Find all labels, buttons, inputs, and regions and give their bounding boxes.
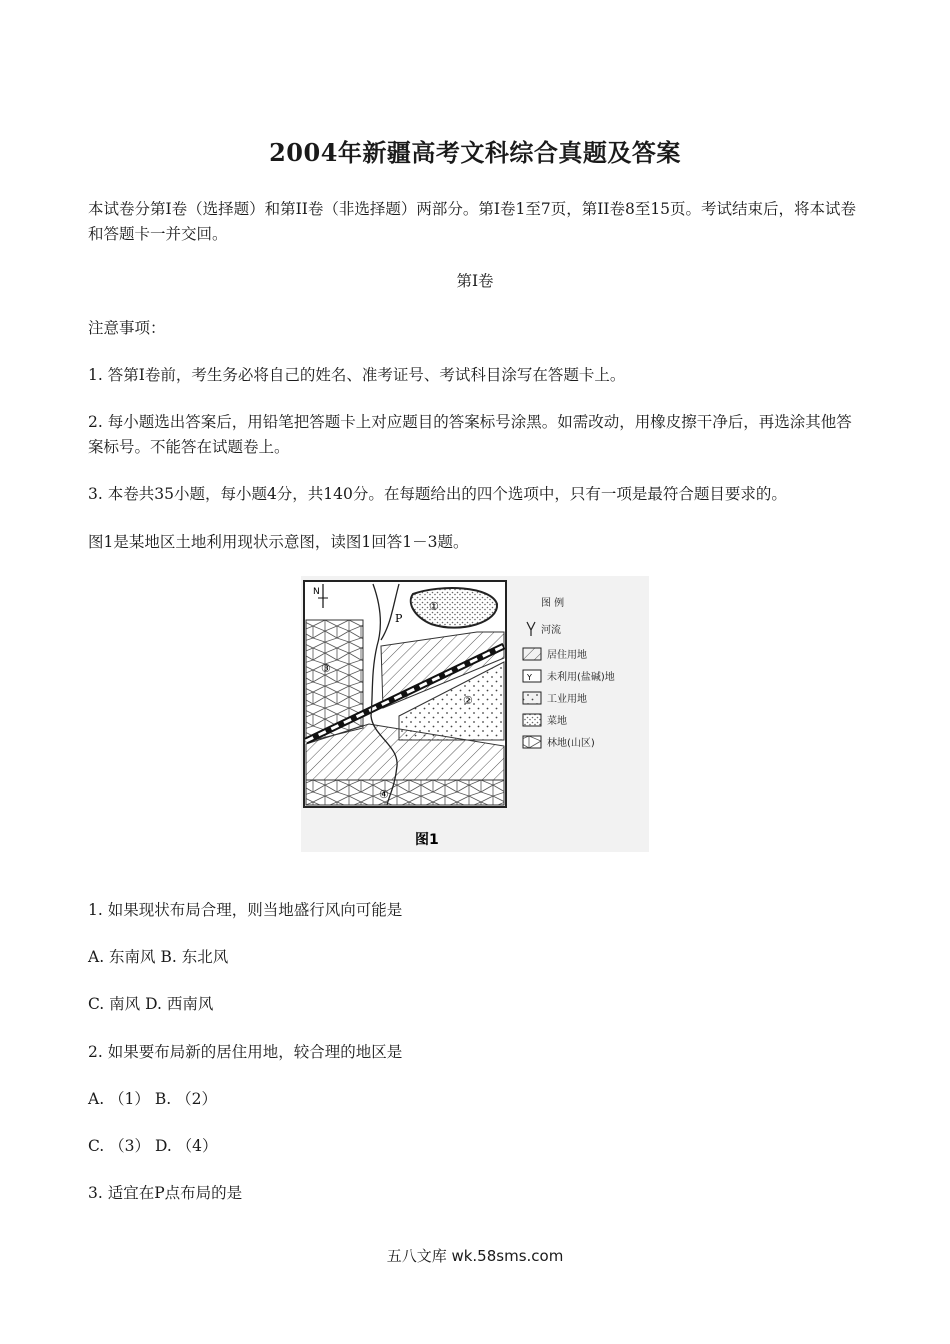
north-label: N (313, 587, 320, 597)
question-option: A. 东南风 B. 东北风 (88, 948, 229, 966)
page-title: 2004年新疆高考文科综合真题及答案 (269, 138, 681, 167)
forest-zone-4 (306, 780, 504, 805)
land-use-map (301, 576, 649, 852)
zone-label-2: ② (463, 694, 473, 707)
question-stem: 3. 适宜在P点布局的是 (88, 1184, 243, 1202)
zone-label-3: ③ (321, 662, 331, 675)
svg-text:居住用地: 居住用地 (547, 650, 587, 661)
legend-title: 图 例 (541, 598, 565, 609)
svg-text:未利用(盐碱)地: 未利用(盐碱)地 (547, 672, 615, 683)
question-option: A. （1） B. （2） (88, 1090, 217, 1108)
map-legend (523, 596, 615, 749)
svg-text:工业用地: 工业用地 (547, 694, 587, 705)
section-title: 第Ⅰ卷 (456, 272, 494, 290)
river-legend-icon (527, 622, 535, 636)
zone-label-1: ① (429, 600, 439, 613)
svg-text:林地(山区): 林地(山区) (547, 738, 595, 749)
question-stem: 1. 如果现状布局合理，则当地盛行风向可能是 (88, 901, 403, 919)
svg-text:河流: 河流 (541, 625, 561, 636)
note-item: 3. 本卷共35小题，每小题4分，共140分。在每题给出的四个选项中，只有一项是最符合题目要求的。 (88, 485, 787, 503)
figure-intro: 图1是某地区土地利用现状示意图，读图1回答1－3题。 (88, 533, 469, 551)
note-item: 2. 每小题选出答案后，用铅笔把答题卡上对应题目的答案标号涂黑。如需改动，用橡皮擦干净后，再选涂其他答案标号。不能答在试题卷上。 (88, 413, 852, 456)
question-option: C. （3） D. （4） (88, 1137, 218, 1155)
point-p-label: P (395, 612, 403, 625)
intro-paragraph: 本试卷分第Ⅰ卷（选择题）和第II卷（非选择题）两部分。第Ⅰ卷1至7页，第II卷8至15页。考试结束后，将本试卷和答题卡一并交回。 (88, 200, 857, 243)
land-use-map-figure (301, 576, 649, 852)
svg-text:Y: Y (527, 673, 532, 682)
notes-heading: 注意事项： (88, 319, 166, 337)
footer-watermark: 五八文库 wk.58sms.com (386, 1247, 564, 1265)
zone-label-4: ④ (379, 788, 389, 801)
figure-caption: 图1 (415, 832, 439, 848)
note-item: 1. 答第Ⅰ卷前，考生务必将自己的姓名、准考证号、考试科目涂写在答题卡上。 (88, 366, 626, 384)
question-option: C. 南风 D. 西南风 (88, 995, 214, 1013)
svg-text:菜地: 菜地 (547, 716, 567, 727)
question-stem: 2. 如果要布局新的居住用地，较合理的地区是 (88, 1043, 403, 1061)
